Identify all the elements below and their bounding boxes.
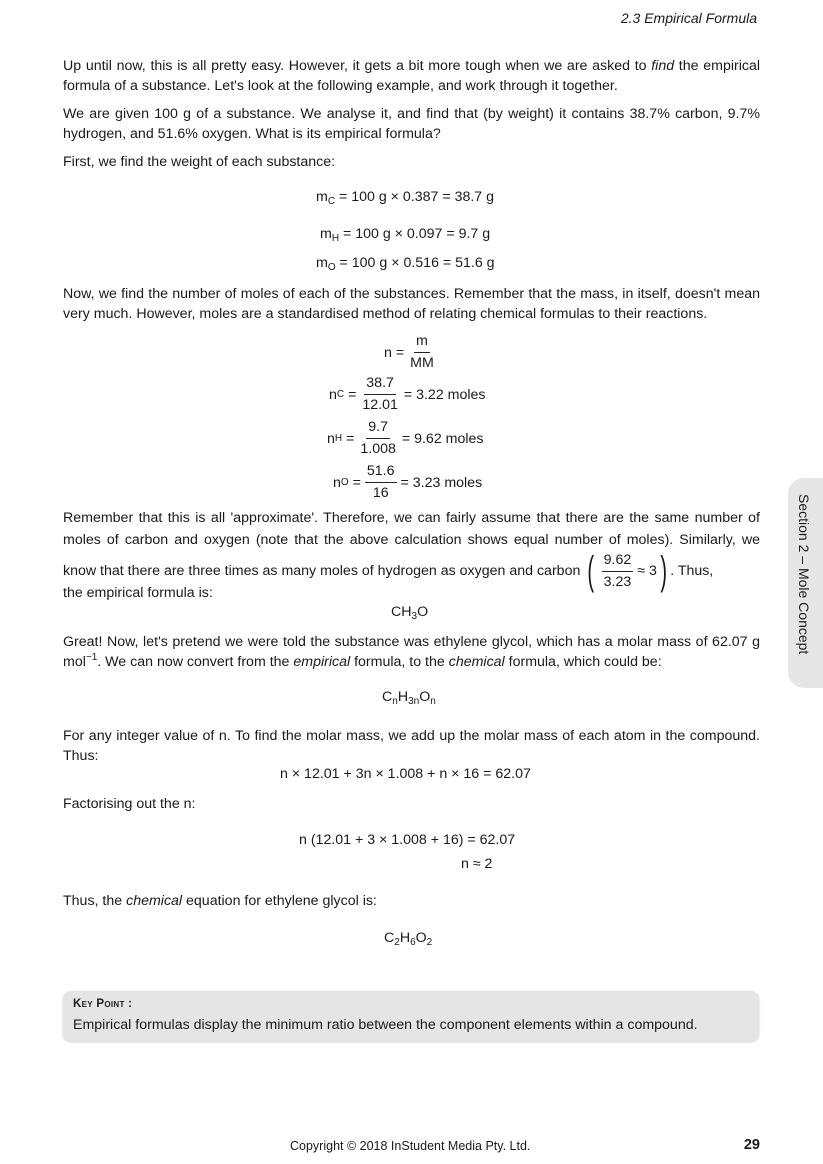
equation-moles-o: n O = $\frac{51.6}{16}$ = 3.23 moles	[333, 463, 483, 501]
paragraph-step1: First, we find the weight of each substance:	[63, 154, 336, 170]
equation-n-result: n ≈ 2	[461, 856, 493, 872]
ratio-expression: ( $\frac{9.62}{3.23}$ ≈ 3 )	[587, 549, 667, 593]
equation-mass-h: $m_H = 100$ g × 0.097 = 9.7 g	[320, 226, 491, 244]
paragraph-approximate: Remember that this is all 'approximate'. Therefore, we can fairly assume that there are the same number of moles of carbon and oxygen (note that the above calculation shows equal number of moles). Similarly, we know that there are three times as many moles of hydrogen as oxygen and carbon ( $\frac{9.62}{3.23}$ ≈ 3 ) . Thus,	[63, 510, 760, 593]
equation-factored: n (12.01 + 3 × 1.008 + 16) = 62.07	[299, 832, 516, 848]
paragraph-problem: We are given 100 g of a substance. We analyse it, and find that (by weight) it contains 38.7% carbon, 9.7% hydrogen, and 51.6% oxygen. What is its empirical formula?	[63, 106, 760, 142]
paragraph-chemical-equation: Thus, the chemical equation for ethylene glycol is:	[63, 893, 377, 909]
key-point-title: Key Point :	[73, 998, 133, 1010]
equation-molar-sum: n × 12.01 + 3n × 1.008 + n × 16 = 62.07	[280, 766, 531, 782]
equation-mass-o: $m_O = 100$ g × 0.516 = 51.6 g	[316, 255, 495, 273]
formula-empirical: $CH_3O$	[391, 604, 429, 622]
paragraph-ethylene-glycol: Great! Now, let's pretend we were told the substance was ethylene glycol, which has a molar mass of 62.07 g mol$^{-1}$. We can now convert from the empirical formula, to the chemical formula, which could be:	[63, 634, 760, 670]
footer-copyright: Copyright © 2018 InStudent Media Pty. Ltd.	[290, 1139, 531, 1153]
paragraph-integer-n: For any integer value of n. To find the molar mass, we add up the molar mass of each atom in the compound. Thus:	[63, 728, 760, 764]
paragraph-moles: Now, we find the number of moles of each of the substances. Remember that the mass, in itself, doesn't mean very much. However, moles are a standardised method of relating chemical formulas to their reactions.	[63, 286, 760, 322]
formula-final: $C_2H_6O_2$	[384, 930, 433, 948]
paragraph-factorising: Factorising out the n:	[63, 796, 196, 812]
running-header: 2.3 Empirical Formula	[620, 10, 757, 26]
paragraph-intro: Up until now, this is all pretty easy. However, it gets a bit more tough when we are asked to find the empirical formula of a substance. Let's look at the following example, and work through it together.	[63, 58, 760, 94]
paragraph-empirical-label: the empirical formula is:	[63, 585, 213, 601]
equation-moles-definition: n = $\frac{m}{MM}$	[384, 333, 434, 371]
key-point-box	[63, 991, 759, 1041]
formula-general: $C_nH_{3n}O_n$	[382, 689, 436, 707]
equation-mass-c: $m_C = 100$ g × 0.387 = 38.7 g	[316, 189, 495, 207]
page-number: 29	[743, 1137, 760, 1153]
equation-moles-c: n C = $\frac{38.7}{12.01}$ = 3.22 moles	[329, 375, 486, 413]
section-side-tab: Section 2 – Mole Concept	[788, 478, 823, 688]
equation-moles-h: n H = $\frac{9.7}{1.008}$ = 9.62 moles	[327, 419, 484, 457]
key-point-body: Empirical formulas display the minimum ratio between the component elements within a compound.	[73, 1017, 698, 1033]
